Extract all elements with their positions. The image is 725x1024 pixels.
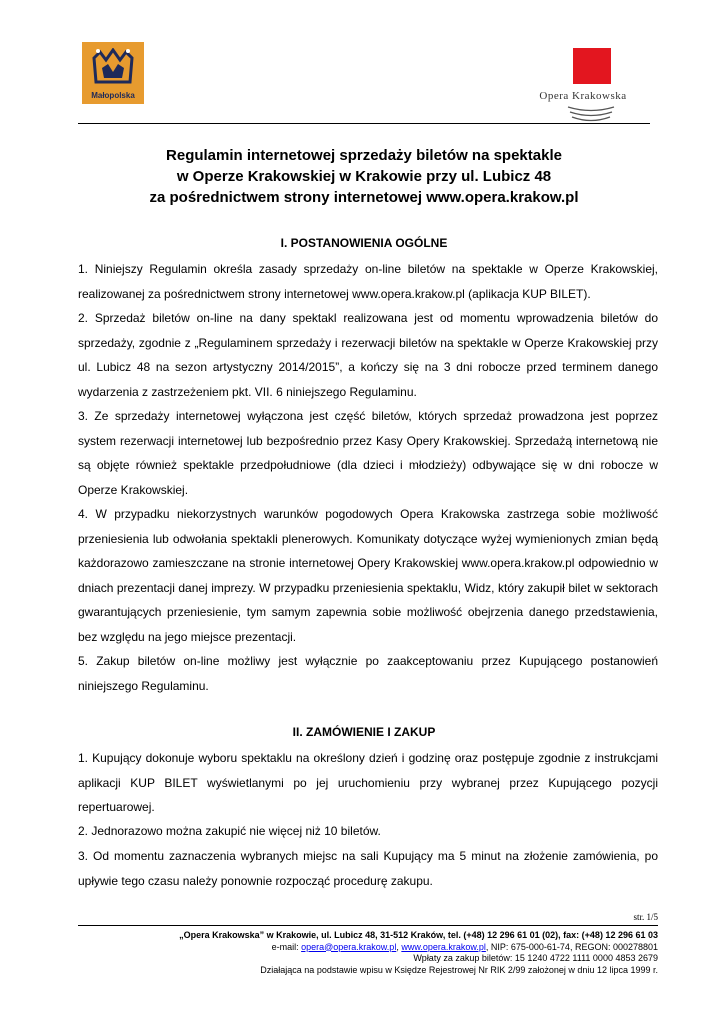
title-line-1: Regulamin internetowej sprzedaży biletów na spektakle (166, 147, 562, 164)
footer-address: „Opera Krakowska” w Krakowie, ul. Lubicz 48, 31-512 Kraków, tel. (+48) 12 296 61 01 (02), fax: (+48) 12 296 61 03 (179, 930, 658, 940)
paragraph: 1. Niniejszy Regulamin określa zasady sprzedaży on-line biletów na spektakle w Operze Krakowskiej, realizowanej za pośrednictwem strony internetowej www.opera.krakow.pl (aplikacja KUP BILET). (78, 262, 658, 301)
opera-logo-text: Opera Krakowska (539, 90, 627, 102)
footer (78, 930, 658, 976)
document-title (78, 145, 650, 208)
paragraph: 4. W przypadku niekorzystnych warunków pogodowych Opera Krakowska zastrzega sobie możliwość przeniesienia lub odwołania spektakli plenerowych. Komunikaty dotyczące wyżej wymienionych zmian będą każdorazowo zamieszczane na stronie internetowej Opery Krakowskiej www.opera.krakow.pl odpowiednio w dniach prezentacji danej imprezy. W przypadku przeniesienia spektaklu, Widz, który zakupił bilet w sektorach gwarantujących przeniesienie, tym samym zapewnia sobie możliwość obejrzenia danego przedstawienia, bez względu na jego miejsce prezentacji. (78, 507, 658, 644)
title-line-2: w Operze Krakowskiej w Krakowie przy ul. Lubicz 48 (176, 168, 552, 185)
paragraph: 3. Od momentu zaznaczenia wybranych miejsc na sali Kupujący ma 5 minut na złożenie zamówienia, po upływie tego czasu należy ponownie rozpocząć procedurę zakupu. (78, 849, 658, 888)
section-heading: I. POSTANOWIENIA OGÓLNE (280, 236, 448, 250)
footer-contacts: e-mail: opera@opera.krakow.pl, www.opera.krakow.pl, NIP: 675-000-61-74, REGON: 000278801 (271, 941, 658, 952)
paragraph: 5. Zakup biletów on-line możliwy jest wyłącznie po zaakceptowaniu przez Kupującego postanowień niniejszego Regulaminu. (78, 654, 658, 693)
paragraph: 2. Jednorazowo można zakupić nie więcej niż 10 biletów. (78, 824, 381, 838)
section-heading: II. ZAMÓWIENIE I ZAKUP (292, 725, 436, 739)
paragraph: 1. Kupujący dokonuje wyboru spektaklu na określony dzień i godzinę oraz postępuje zgodnie z instrukcjami aplikacji KUP BILET wyświetlanymi po jej uruchomieniu przy wybranej przez Kupującego pozycji repertuarowej. (78, 751, 658, 814)
email-link[interactable]: opera@opera.krakow.pl (301, 941, 397, 952)
page-number: str. 1/5 (633, 912, 658, 922)
title-line-3: za pośrednictwem strony internetowej www.opera.krakow.pl (149, 189, 579, 206)
footer-bank: Wpłaty za zakup biletów: 15 1240 4722 1111 0000 4853 2679 (413, 953, 658, 963)
malopolska-logo (82, 42, 144, 104)
opera-red-square (573, 48, 611, 84)
footer-divider (78, 925, 658, 926)
paragraph: 2. Sprzedaż biletów on-line na dany spektakl realizowana jest od momentu wprowadzenia biletów do sprzedaży, zgodnie z „Regulaminem sprzedaży i rezerwacji biletów na spektakle w Operze Krakowskiej przy ul. Lubicz 48 na sezon artystyczny 2014/2015”, a kończy się na 3 dni robocze przed terminem danego wydarzenia z zastrzeżeniem pkt. VII. 6 niniejszego Regulaminu. (78, 311, 658, 399)
header-divider (78, 123, 650, 124)
malopolska-logo-icon (90, 48, 136, 88)
paragraph: 3. Ze sprzedaży internetowej wyłączona jest część biletów, których sprzedaż prowadzona jest poprzez system rezerwacji internetowej lub bezpośrednio przez Kasy Opery Krakowskiej. Sprzedażą internetową nie są objęte również spektakle przedpołudniowe (dla dzieci i młodzieży) odbywające się w dni robocze w Operze Krakowskiej. (78, 409, 658, 497)
opera-krakowska-logo (518, 48, 648, 128)
website-link[interactable]: www.opera.krakow.pl (401, 941, 486, 952)
footer-registry: Działająca na podstawie wpisu w Księdze Rejestrowej Nr RIK 2/99 założonej w dniu 12 lipca 1999 r. (260, 964, 658, 975)
malopolska-logo-text: Małopolska (91, 91, 135, 100)
